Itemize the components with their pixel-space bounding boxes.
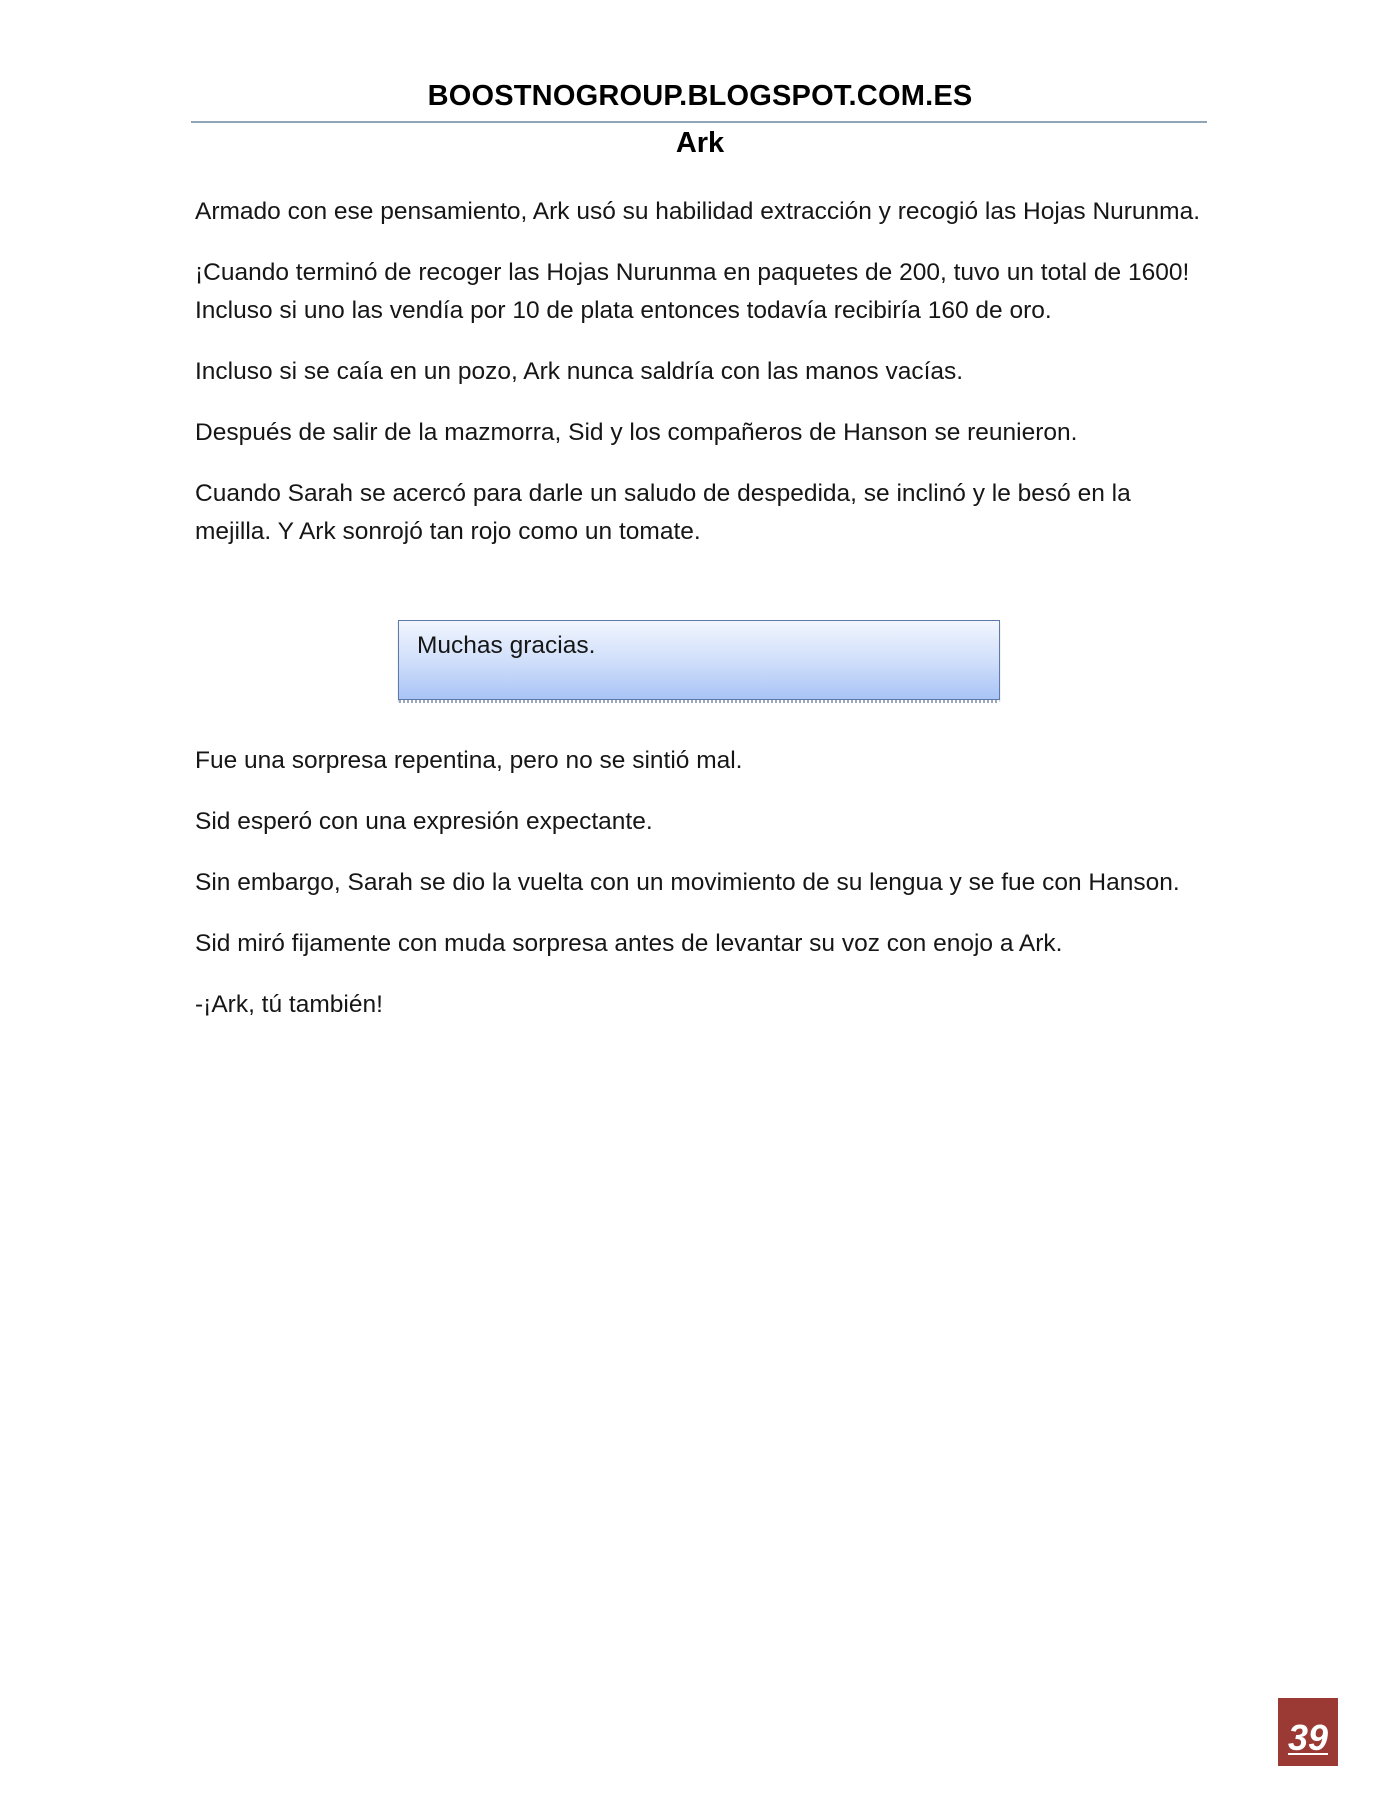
body-text-top [195,193,1205,574]
paragraph: Cuando Sarah se acercó para darle un saludo de despedida, se inclinó y le besó en la mejilla. Y Ark sonrojó tan rojo como un tomate. [195,480,1131,545]
paragraph: ¡Cuando terminó de recoger las Hojas Nurunma en paquetes de 200, tuvo un total de 1600! Incluso si uno las vendía por 10 de plata entonces todavía recibiría 160 de oro. [195,259,1190,324]
page-number-badge [1278,1698,1338,1766]
paragraph: Sid esperó con una expresión expectante. [195,808,653,835]
paragraph: -¡Ark, tú también! [195,991,383,1018]
dialogue-box [398,620,1000,700]
header-divider [191,121,1207,123]
paragraph: Sin embargo, Sarah se dio la vuelta con un movimiento de su lengua y se fue con Hanson. [195,869,1180,896]
paragraph: Fue una sorpresa repentina, pero no se sintió mal. [195,747,743,774]
paragraph: Incluso si se caía en un pozo, Ark nunca saldría con las manos vacías. [195,358,964,385]
paragraph: Armado con ese pensamiento, Ark usó su habilidad extracción y recogió las Hojas Nurunma. [195,198,1201,225]
page-number: 39 [1287,1717,1329,1758]
body-text-bottom [195,742,1205,1047]
paragraph: Después de salir de la mazmorra, Sid y los compañeros de Hanson se reunieron. [195,419,1078,446]
site-header: BOOSTNOGROUP.BLOGSPOT.COM.ES [427,80,973,112]
chapter-title: Ark [675,127,725,159]
dialogue-text: Muchas gracias. [417,632,596,659]
paragraph: Sid miró fijamente con muda sorpresa antes de levantar su voz con enojo a Ark. [195,930,1063,957]
